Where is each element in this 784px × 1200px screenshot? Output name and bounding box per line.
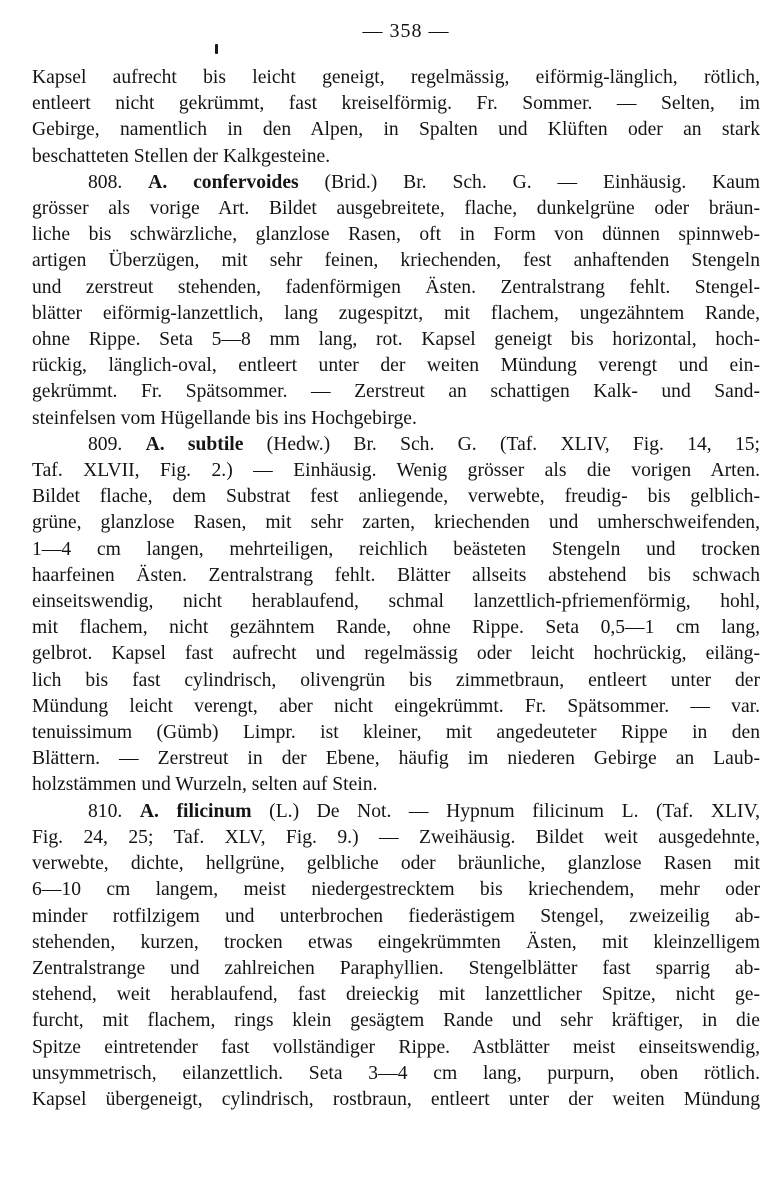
text-line: einseitswendig, nicht herablaufend, schmal lanzettlich-pfriemenförmig, hohl, bbox=[32, 591, 760, 613]
text-line: tenuissimum (Gümb) Limpr. ist kleiner, mit angedeuteter Rippe in den bbox=[32, 722, 760, 744]
entry-number: 810. bbox=[88, 800, 123, 822]
text-line: Kapsel aufrecht bis leicht geneigt, regelmässig, eiförmig-länglich, rötlich, bbox=[32, 67, 760, 88]
text-line: gekrümmt. Fr. Spätsommer. — Zerstreut an schattigen Kalk- und Sand- bbox=[32, 381, 760, 403]
text-line: verwebte, dichte, hellgrüne, gelbliche oder bräunliche, glanzlose Rasen mit bbox=[32, 853, 760, 875]
text-line: Fig. 24, 25; Taf. XLV, Fig. 9.) — Zweihäusig. Bildet weit ausgedehnte, bbox=[32, 826, 760, 848]
text-line: blätter eiförmig-lanzettlich, lang zugespitzt, mit flachem, ungezähntem Rande, bbox=[32, 302, 760, 324]
text-line: unsymmetrisch, eilanzettlich. Seta 3—4 cm lang, purpurn, oben rötlich. bbox=[32, 1062, 760, 1084]
text-line: Blättern. — Zerstreut in der Ebene, häufig im niederen Gebirge an Laub- bbox=[32, 748, 760, 770]
line-text: (Brid.) Br. Sch. G. — Einhäusig. Kaum bbox=[298, 171, 760, 193]
text-line: gelbrot. Kapsel fast aufrecht und regelmässig oder leicht hochrückig, eiläng- bbox=[32, 643, 760, 665]
text-line: rückig, länglich-oval, entleert unter der weiten Mündung verengt und ein- bbox=[32, 355, 760, 377]
text-line: 6—10 cm langem, meist niedergestrecktem bis kriechendem, mehr oder bbox=[32, 879, 760, 901]
species-name: A. confervoides bbox=[148, 171, 299, 193]
text-line: haarfeinen Ästen. Zentralstrang fehlt. Blätter allseits abstehend bis schwach bbox=[32, 564, 760, 586]
text-line: stehenden, kurzen, trocken etwas eingekrümmten Ästen, mit kleinzelligem bbox=[32, 931, 760, 953]
text-line: beschatteten Stellen der Kalkgesteine. bbox=[32, 145, 331, 167]
text-line: und zerstreut stehenden, fadenförmigen Ästen. Zentralstrang fehlt. Stengel- bbox=[32, 276, 760, 298]
text-line: grösser als vorige Art. Bildet ausgebreitete, flache, dunkelgrüne oder bräun- bbox=[32, 198, 760, 220]
line-text: (L.) De Not. — Hypnum filicinum L. (Taf. XLIV, bbox=[251, 800, 761, 822]
entry-number: 809. bbox=[88, 433, 123, 455]
text-line: Taf. XLVII, Fig. 2.) — Einhäusig. Wenig grösser als die vorigen Arten. bbox=[32, 460, 760, 482]
species-name: A. filicinum bbox=[139, 800, 252, 822]
text-line: Spitze eintretender fast vollständiger Rippe. Astblätter meist einseitswendig, bbox=[32, 1036, 760, 1058]
text-line: liche bis schwärzliche, glanzlose Rasen, oft in Form von dünnen spinnweb- bbox=[32, 224, 760, 246]
text-line: mit flachem, nicht gezähntem Rande, ohne Rippe. Seta 0,5—1 cm lang, bbox=[32, 617, 760, 639]
line-text: (Hedw.) Br. Sch. G. (Taf. XLIV, Fig. 14, 15; bbox=[243, 433, 760, 455]
text-line: Gebirge, namentlich in den Alpen, in Spalten und Klüften oder an stark bbox=[32, 119, 760, 141]
page-number: — 358 — bbox=[362, 20, 450, 42]
text-line bbox=[32, 799, 760, 825]
text-line: entleert nicht gekrümmt, fast kreiselförmig. Fr. Sommer. — Selten, im bbox=[32, 93, 760, 115]
text-line: Zentralstrange und zahlreichen Paraphyllien. Stengelblätter fast sparrig ab- bbox=[32, 957, 760, 979]
text-line: Kapsel übergeneigt, cylindrisch, rostbraun, entleert unter der weiten Mündung bbox=[32, 1088, 760, 1110]
ink-mark bbox=[215, 44, 218, 54]
text-line bbox=[32, 170, 760, 196]
text-line: holzstämmen und Wurzeln, selten auf Stein. bbox=[32, 774, 378, 796]
body-text bbox=[32, 65, 760, 1113]
text-line: ohne Rippe. Seta 5—8 mm lang, rot. Kapsel geneigt bis horizontal, hoch- bbox=[32, 329, 760, 351]
text-line: Mündung leicht verengt, aber nicht eingekrümmt. Fr. Spätsommer. — var. bbox=[32, 695, 760, 717]
text-line: furcht, mit flachem, rings klein gesägtem Rande und sehr kräftiger, in die bbox=[32, 1010, 760, 1032]
text-line: stehend, weit herablaufend, fast dreieckig mit lanzettlicher Spitze, nicht ge- bbox=[32, 984, 760, 1006]
entry-number: 808. bbox=[88, 171, 123, 193]
text-line: minder rotfilzigem und unterbrochen fiederästigem Stengel, zweizeilig ab- bbox=[32, 905, 760, 927]
text-line bbox=[32, 432, 760, 458]
species-name: A. subtile bbox=[145, 433, 244, 455]
text-line: Bildet flache, dem Substrat fest anliegende, verwebte, freudig- bis gelblich- bbox=[32, 486, 760, 508]
text-line: grüne, glanzlose Rasen, mit sehr zarten, kriechenden und umherschweifenden, bbox=[32, 512, 760, 534]
text-line: 1—4 cm langen, mehrteiligen, reichlich beästeten Stengeln und trocken bbox=[32, 538, 760, 560]
text-line: artigen Überzügen, mit sehr feinen, kriechenden, fest anhaftenden Stengeln bbox=[32, 250, 760, 272]
text-line: lich bis fast cylindrisch, olivengrün bis zimmetbraun, entleert unter der bbox=[32, 669, 760, 691]
text-line: steinfelsen vom Hügellande bis ins Hochgebirge. bbox=[32, 407, 417, 429]
